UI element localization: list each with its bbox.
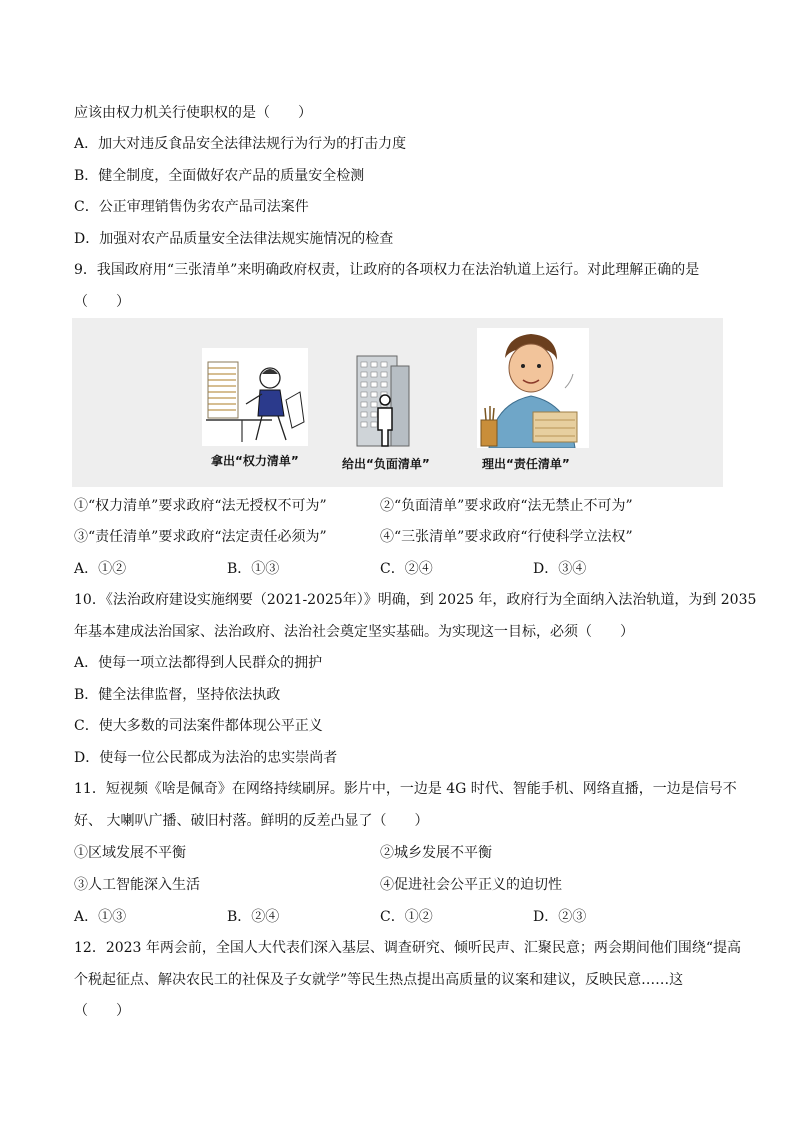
building-with-person-illustration (347, 348, 419, 448)
caption-power-list: 拿出“权力清单” (211, 454, 299, 468)
q11-statement-2: ②城乡发展不平衡 (380, 845, 492, 861)
official-at-desk-illustration (202, 348, 308, 446)
man-sorting-papers-illustration (477, 328, 589, 448)
q10-stem-line-2: 年基本建成法治国家、法治政府、法治社会奠定坚实基础。为实现这一目标，必须（ ） (74, 624, 634, 640)
q11-stem-line-1: 11．短视频《啥是佩奇》在网络持续刷屏。影片中，一边是 4G 时代、智能手机、网络直播，一边是信号不 (74, 781, 737, 797)
q10-option-b: B．健全法律监督，坚持依法执政 (74, 687, 281, 703)
q12-stem-line-1: 12．2023 年两会前，全国人大代表们深入基层、调查研究、倾听民声、汇聚民意；两会期间他们围绕“提高 (74, 940, 742, 956)
q11-choice-a: A．①③ (74, 909, 127, 925)
q8-stem-tail: 应该由权力机关行使职权的是（ ） (74, 105, 312, 121)
q12-stem-line-2: 个税起征点、解决农民工的社保及子女就学”等民生热点提出高质量的议案和建议，反映民意……这 (74, 972, 684, 988)
q9-stem: 9．我国政府用“三张清单”来明确政府权责，让政府的各项权力在法治轨道上运行。对此理解正确的是 (74, 262, 700, 278)
q10-stem-line-1: 10．《法治政府建设实施纲要（2021-2025年）》明确，到 2025 年，政府行为全面纳入法治轨道，为到 2035 (74, 592, 757, 608)
q11-statement-1: ①区域发展不平衡 (74, 845, 186, 861)
q9-statement-2: ②“负面清单”要求政府“法无禁止不可为” (380, 498, 633, 514)
q9-statement-1: ①“权力清单”要求政府“法无授权不可为” (74, 498, 327, 514)
q11-choice-b: B．②④ (227, 909, 280, 925)
q11-statement-4: ④促进社会公平正义的迫切性 (380, 877, 562, 893)
q10-option-a: A．使每一项立法都得到人民群众的拥护 (74, 655, 323, 671)
three-lists-figure (72, 318, 723, 487)
caption-responsibility-list: 理出“责任清单” (482, 457, 570, 471)
q11-choice-c: C．①② (380, 909, 433, 925)
q8-option-c: C．公正审理销售伪劣农产品司法案件 (74, 199, 309, 215)
q9-statement-3: ③“责任清单”要求政府“法定责任必须为” (74, 529, 327, 545)
q9-statement-4: ④“三张清单”要求政府“行使科学立法权” (380, 529, 633, 545)
q9-choice-d: D．③④ (533, 561, 587, 577)
q9-choice-b: B．①③ (227, 561, 280, 577)
q10-option-d: D．使每一位公民都成为法治的忠实崇尚者 (74, 750, 338, 766)
q11-choice-d: D．②③ (533, 909, 587, 925)
q9-choice-a: A．①② (74, 561, 127, 577)
q8-option-d: D．加强对农产品质量安全法律法规实施情况的检查 (74, 231, 394, 247)
q12-stem-line-3: （ ） (74, 1003, 130, 1019)
q9-stem-paren: （ ） (74, 294, 130, 310)
q8-option-b: B．健全制度，全面做好农产品的质量安全检测 (74, 168, 365, 184)
q8-option-a: A．加大对违反食品安全法律法规行为行为的打击力度 (74, 136, 407, 152)
q9-choice-c: C．②④ (380, 561, 433, 577)
q11-stem-line-2: 好、 大喇叭广播、破旧村落。鲜明的反差凸显了（ ） (74, 813, 429, 829)
caption-negative-list: 给出“负面清单” (342, 457, 430, 471)
q11-statement-3: ③人工智能深入生活 (74, 877, 200, 893)
q10-option-c: C．使大多数的司法案件都体现公平正义 (74, 718, 323, 734)
